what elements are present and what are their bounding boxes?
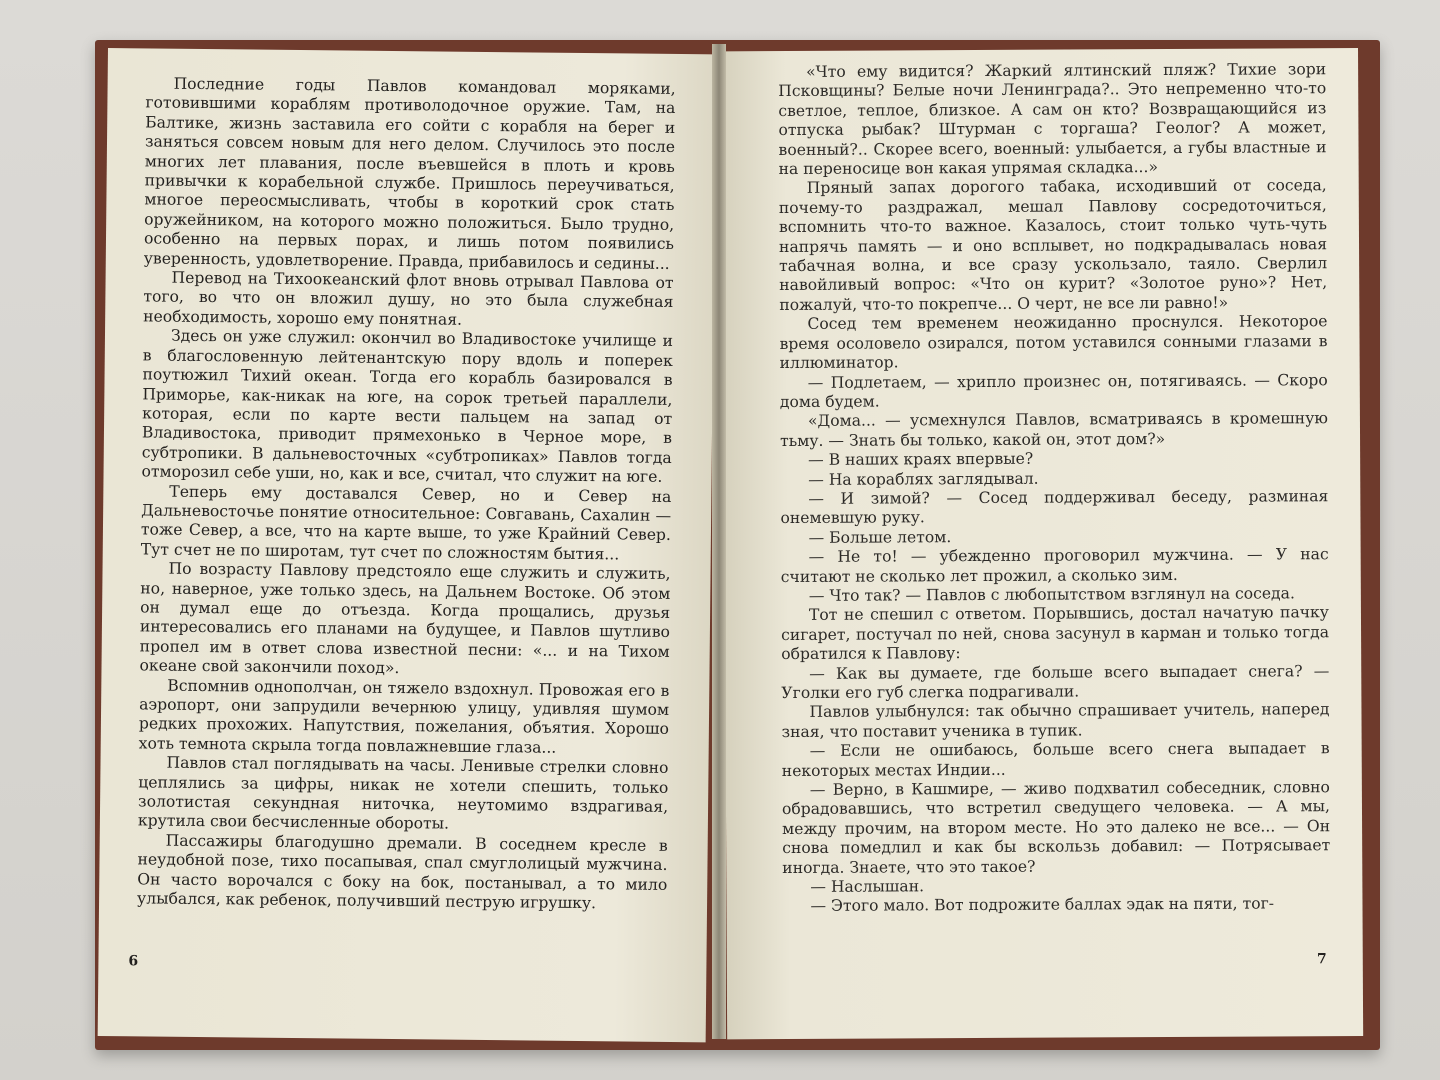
page-number: 7: [1316, 951, 1327, 968]
paragraph: Павлов стал поглядывать на часы. Ленивые стрелки словно цеплялись за цифры, никак не хотели спешить, только золотистая секундная ниточка, неутомимо вздрагивая, крутила свои бесчисленные обороты.: [137, 753, 669, 834]
paragraph: — Наслышан.: [810, 877, 925, 896]
paragraph: Тот не спешил с ответом. Порывшись, достал начатую пачку сигарет, постучал по ней, снова засунул в карман и только тогда обратился к Павлову:: [781, 603, 1330, 664]
paragraph: «Что ему видится? Жаркий ялтинский пляж? Тихие зори Псковщины? Белые ночи Ленинграда?.. Это непременно что-то светлое, теплое, близкое. А сам он кто? Возвращающийся из отпуска рыбак? Штурман с торгаша? Геолог? А может, военный?.. Скорее всего, военный: улыбается, а губы властные и на переносице вон какая упрямая складка...»: [778, 60, 1327, 179]
paragraph: — Если не ошибаюсь, больше всего снега выпадает в некоторых местах Индии...: [781, 739, 1330, 780]
paragraph: — Больше летом.: [808, 527, 952, 547]
page-number: 6: [128, 953, 139, 970]
paragraph: Перевод на Тихоокеанский флот вновь отрывал Павлова от того, во что он вложил душу, но это была служебная необходимость, хорошо ему понятная.: [143, 268, 674, 329]
paragraph: — Не то! — убежденно проговорил мужчина. — У нас считают не сколько лет прожил, а сколько зим.: [780, 545, 1329, 586]
paragraph: Вспомнив однополчан, он тяжело вздохнул. Провожая его в аэропорт, они запрудили вечернюю улицу, удивляя шумом редких прохожих. Напутствия, пожелания, объятия. Хорошо хоть темнота скрыла тогда повлажневшие глаза...: [138, 676, 670, 757]
paragraph: «Дома... — усмехнулся Павлов, всматриваясь в кромешную тьму. — Знать бы только, какой он, этот дом?»: [780, 409, 1328, 450]
paragraph: — Подлетаем, — хрипло произнес он, потягиваясь. — Скоро дома будем.: [779, 370, 1328, 411]
right-page: [722, 48, 1363, 1039]
paragraph: — Этого мало. Вот подрожите баллах эдак на пяти, тог-: [810, 894, 1275, 916]
paragraph: Сосед тем временем неожиданно проснулся. Некоторое время осоловело озирался, потом уставился сонными глазами в иллюминатор.: [779, 312, 1328, 373]
paragraph: По возрасту Павлову предстояло еще служить и служить, но, наверное, уже только здесь, на Дальнем Востоке. Об этом он думал еще до отъезда. Когда прощались, друзья интересовались его планами на будущее, и Павлов шутливо пропел им в ответ слова известной песни: «... и на Тихом океане свой закончили поход».: [139, 559, 671, 678]
book-spine-gutter: [712, 44, 726, 1039]
paragraph: Здесь он уже служил: окончил во Владивостоке училище и в благословенную лейтенантскую пору вдоль и поперек поутюжил Тихий океан. Тогда его корабль базировался в Приморье, как-никак на юге, на сорок третьей параллели, которая, если по карте вести пальцем на запад от Владивостока, приводит прямехонько в Черное море, в субтропики. В дальневосточных «субтропиках» Павлов тогда отморозил себе уши, но, как и все, считал, что служит на юге.: [141, 326, 674, 486]
paragraph: — Что так? — Павлов с любопытством взглянул на соседа.: [808, 584, 1295, 605]
paragraph: — И зимой? — Сосед поддерживал беседу, разминая онемевшую руку.: [780, 487, 1329, 528]
paragraph: — В наших краях впервые?: [808, 449, 1034, 470]
paragraph: — Как вы думаете, где больше всего выпадает снега? — Уголки его губ слегка подрагивали.: [781, 661, 1330, 703]
paragraph: Последние годы Павлов командовал моряками, готовившими кораблям противолодочное оружие. Там, на Балтике, жизнь заставила его сойти с корабля на берег и заняться совсем новым для него делом. Случилось это после многих лет плавания, после въевшейся в плоть и кровь привычки к корабельной службе. Пришлось переучиваться, многое переосмысливать, чтобы в короткий срок стать оружейником, на которого можно положиться. Было трудно, особенно на первых порах, и лишь потом появились уверенность, удовлетворение. Правда, прибавилось и седины...: [143, 74, 676, 273]
paragraph: — Верно, в Кашмире, — живо подхватил собеседник, словно обрадовавшись, что встретил сведущего человека. — А мы, между прочим, на втором месте. Но это далеко не все... — Он снова помедлил и как бы вскользь добавил: — Потрясывает иногда. Знаете, что это такое?: [781, 778, 1331, 877]
left-page-text: [137, 74, 676, 914]
paragraph: Теперь ему доставался Север, но и Север на Дальневосточье понятие относительное: Совгавань, Сахалин — тоже Север, а все, что на карте выше, то уже Крайний Север. Тут счет не по широтам, тут счет по сложностям бытия...: [140, 482, 672, 564]
paragraph: Павлов улыбнулся: так обычно спрашивает учитель, наперед зная, что поставит ученика в тупик.: [781, 700, 1330, 741]
paragraph: — На кораблях заглядывал.: [808, 469, 1039, 489]
paragraph: Пассажиры благодушно дремали. В соседнем кресле в неудобной позе, тихо посапывая, спал смуглолицый мужчина. Он часто ворочался с боку на бок, постанывал, а то мило улыбался, как ребенок, получивший пеструю игрушку.: [137, 831, 668, 913]
left-page: [98, 48, 716, 1042]
paragraph: Пряный запах дорогого табака, исходивший от соседа, почему-то раздражал, мешал Павлову сосредоточиться, вспомнить что-то важное. Казалось, стоит только чуть-чуть напрячь память — и оно всплывет, но подкрадывалась новая табачная волна, и все сразу ускользало, таяло. Сверлил навойливый вопрос: «Что он курит? «Золотое руно»? Нет, пожалуй, что-то покрепче... О черт, не все ли равно!»: [778, 176, 1328, 314]
right-page-text: [778, 60, 1330, 917]
